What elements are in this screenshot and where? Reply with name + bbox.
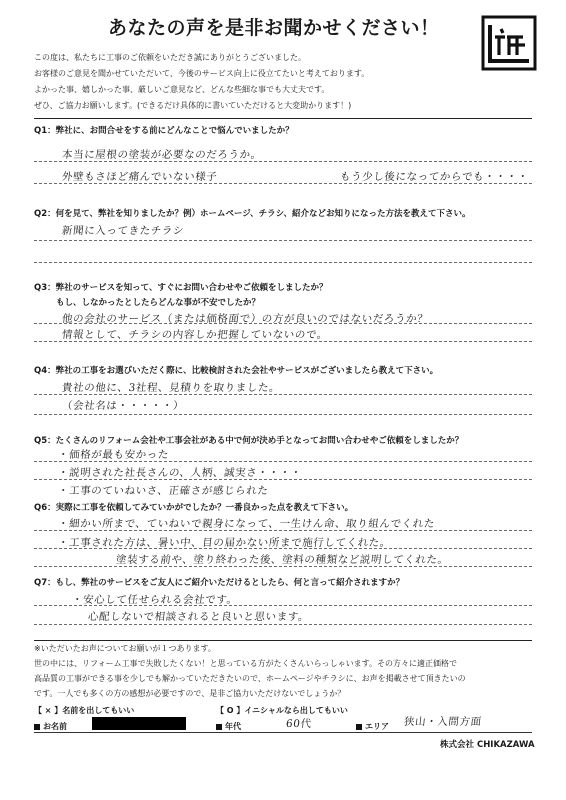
answer-q1-line1: 本当に屋根の塗装が必要なのだろうか。 <box>61 149 263 161</box>
answer-rule <box>34 479 532 480</box>
answer-q7-line2: 心配しないで相談されると良いと思います。 <box>87 611 310 623</box>
redacted-name <box>92 717 186 730</box>
question-4: Q4：弊社の工事をお選びいただく際に、比較検討された会社やサービスがございましたら教えて下さい。 <box>34 366 439 376</box>
age-label-text: 年代 <box>225 722 241 731</box>
footer-divider <box>34 732 532 733</box>
answer-q6-line1: ・細かい所まで、ていねいで親身になって、一生けん命、取り組んでくれた <box>57 518 436 530</box>
answer-rule <box>34 240 532 241</box>
answer-q6-line3: 塗装する前や、塗り終わった後、塗料の種類など説明してくれた。 <box>115 554 450 566</box>
question-2: Q2：何を見て、弊社を知りましたか？例）ホームページ、チラシ、紹介などお知りになった方法を教えて下さい。 <box>34 209 471 219</box>
name-field-label <box>34 721 67 732</box>
footer-note-header: ※いただいたお声についてお願いが１つあります。 <box>34 644 216 653</box>
square-bullet-icon <box>356 724 362 730</box>
area-field-label <box>356 721 389 732</box>
section-divider <box>34 118 532 119</box>
age-field-label <box>216 721 241 732</box>
company-logo <box>481 15 537 71</box>
answer-rule <box>34 530 532 531</box>
answer-q4-line2: （会社名は・・・・・） <box>61 400 185 412</box>
area-value: 狭山・入間方面 <box>403 716 483 728</box>
question-3-sub: もし、しなかったとしたらどんな事が不安でしたか？ <box>56 298 261 308</box>
square-bullet-icon <box>34 724 40 730</box>
question-5: Q5：たくさんのリフォーム会社や工事会社がある中で何が決め手となってお問い合わせやご依頼をしましたか？ <box>34 436 464 446</box>
question-3: Q3：弊社のサービスを知って、すぐにお問い合わせやご依頼をしましたか？ <box>34 283 328 293</box>
intro-line: この度は、私たちに工事のご依頼をいただき誠にありがとうございました。 <box>34 53 306 62</box>
square-bullet-icon <box>216 724 222 730</box>
answer-q7-line1: ・安心して任せられる会社です。 <box>71 594 239 606</box>
answer-q3-line2: 情報として、チラシの内容しか把握していないので。 <box>61 329 329 341</box>
answer-rule <box>34 394 532 395</box>
answer-q6-line2: ・工事された方は、暑い中、目の届かない所まで施行してくれた。 <box>57 537 392 549</box>
answer-rule <box>34 183 532 184</box>
answer-rule <box>34 461 532 462</box>
answer-rule <box>34 414 532 415</box>
answer-q1-line3: もう少し後になってからでも・・・・ <box>339 171 530 183</box>
answer-q2-line1: 新聞に入ってきたチラシ <box>61 225 185 237</box>
answer-q5-line2: ・説明された社長さんの、人柄、誠実さ・・・・ <box>57 467 303 479</box>
age-value: 60代 <box>285 718 313 730</box>
answer-rule <box>34 624 532 625</box>
answer-rule <box>34 323 532 324</box>
answer-rule <box>34 548 532 549</box>
question-6: Q6：実際に工事を依頼してみていかがでしたか？一番良かった点を教えて下さい。 <box>34 503 354 513</box>
footer-note <box>34 641 534 701</box>
area-label-text: エリア <box>365 722 389 731</box>
question-7: Q7：もし、弊社のサービスをご友人にご紹介いただけるとしたら、何と言って紹介されますか？ <box>34 578 405 588</box>
option-initial-ok: 【 O 】イニシャルなら出してもいい <box>216 706 348 715</box>
footer-note-line: です。一人でも多くの方の感想が必要ですので、是非ご協力いただけないでしょうか？ <box>34 689 346 698</box>
answer-q3-line1: 他の会社のサービス（または価格面で）の方が良いのではないだろうか？ <box>61 313 429 325</box>
footer-note-line: 世の中には、リフォーム工事で失敗したくない！と思っている方がたくさんいらっしゃいます。その方々に適正価格で <box>34 659 457 668</box>
footer-note-line: 高品質の工事ができる事を少しでも解かっていただきたいので、ホームページやチラシに、お声を掲載させて頂きたいの <box>34 674 466 683</box>
answer-rule <box>34 341 532 342</box>
intro-text <box>34 50 474 114</box>
intro-line: お客様のご意見を聞かせていただいて、今後のサービス向上に役立てたいと考えております。 <box>34 69 370 78</box>
page-title: あなたの声を是非お聞かせください！ <box>108 17 440 39</box>
answer-q4-line1: 貴社の他に、3社程、見積りを取りました。 <box>61 382 281 394</box>
answer-q5-line3: ・工事のていねいさ、正確さが感じられた <box>57 485 270 497</box>
name-label-text: お名前 <box>43 722 67 731</box>
option-name-ok: 【 × 】名前を出してもいい <box>34 706 135 715</box>
answer-rule <box>34 161 532 162</box>
company-name: 株式会社 CHIKAZAWA <box>440 740 535 750</box>
answer-q5-line1: ・価格が最も安かった <box>57 449 170 461</box>
answer-rule <box>34 605 532 606</box>
answer-q1-line2: 外壁もさほど痛んでいない様子 <box>61 171 218 183</box>
question-1: Q1：弊社に、お問合せをする前にどんなことで悩んでいましたか？ <box>34 126 294 136</box>
intro-line: よかった事、嬉しかった事、厳しいご意見など、どんな些細な事でも大丈夫です。 <box>34 85 330 94</box>
intro-line: ぜひ、ご協力お願いします。(できるだけ具体的に書いていただけると大変助かります！) <box>34 101 352 110</box>
answer-rule <box>34 262 532 263</box>
answer-rule <box>34 566 532 567</box>
